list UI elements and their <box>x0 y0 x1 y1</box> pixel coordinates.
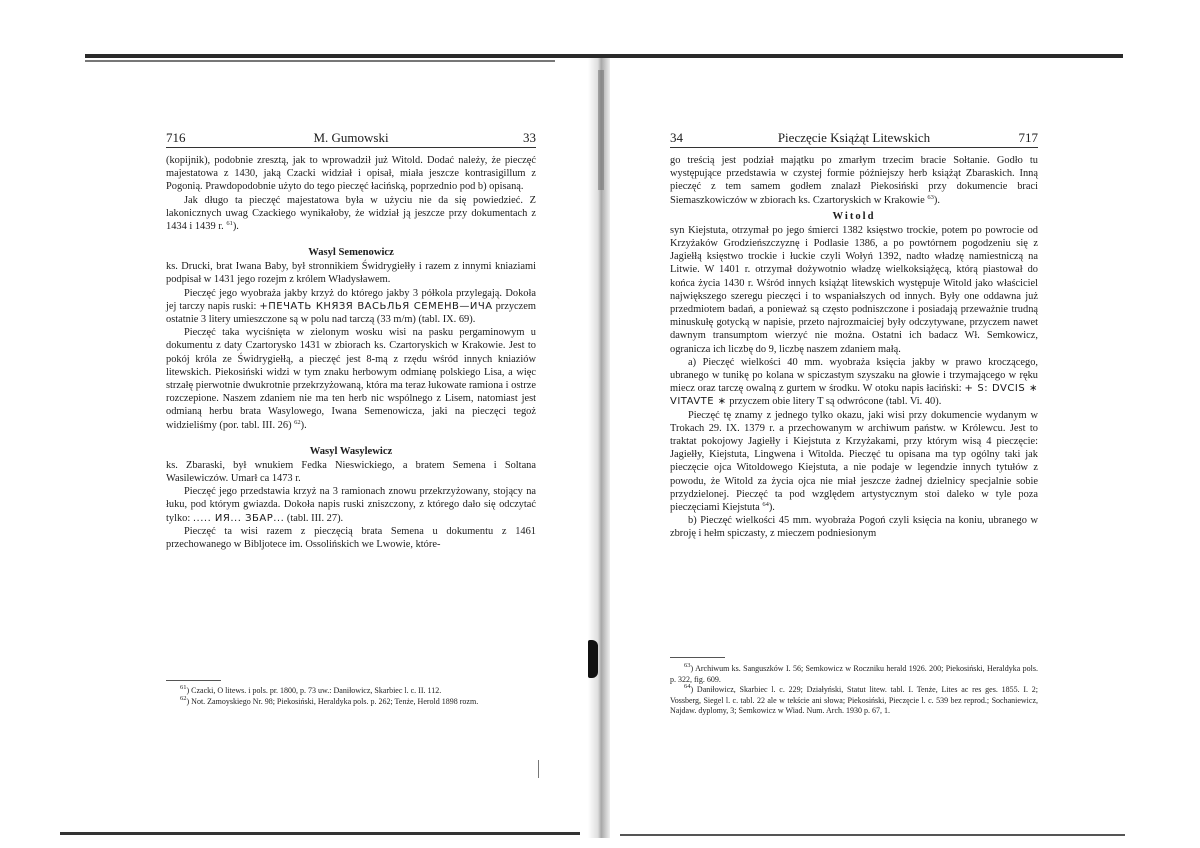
paragraph: Pieczęć tę znamy z jednego tylko okazu, jaki wisi przy dokumencie wydanym w Trokach 29. IX. 1379 r. a przechowanym w archiwum państw. w Królewcu. Jest to traktat pokojowy Jagiełły i Kiejstuta z Krzyżakami, przy którym wisą 4 pieczęcie: Jagiełły, Kiejstuta, Lingwena i Witolda. Pieczęć tu opisana ma typ ogólny taki jak pieczęcie ojca Witoldowego Kiejstuta, a nie podaje w legendzie innych tytułów z powodu, że Witold za życia ojca nie miał jeszcze żadnej dzielnicy specjalnie sobie przydzielonej. Pieczęć ta pod względem artystycznym stoi daleko w tyle poza pieczęciami Kiejstuta $^{64}$). <box>670 409 1038 514</box>
cyrillic-legend: ..... ИЯ... ЗБАР... <box>192 512 285 524</box>
paragraph: syn Kiejstuta, otrzymał po jego śmierci 1382 księstwo trockie, potem po powrocie od Krzyżaków Grodzieńszczyznę i Podlasie 1386, a po powtórnem pogodzeniu się z Jagiełłą księstwo trockie i łuckie czyli Wołyń 1392, nadto władzę namiestniczą na Litwie. W 1401 r. otrzymał dożywotnio władzę wielkoksiążęcą, którą piastował do końca życia 1430 r. Wśród innych książąt litewskich występuje Witold jako właściciel największego szeregu pieczęci i to wspaniałszych od innych. Były one oddawna już przedmiotem badań, a ponieważ są często podniszczone i posiadają przeważnie trudną minuskułę gotycką w napisie, przeto najrozmaiciej były odczytywane, przyczem nawet dawnym transumptom wierzyć nie można. Ostatni ich badacz Wł. Semkowicz, ogranicza ich liczbę do 9, liczbę naszem zdaniem małą. <box>670 224 1038 355</box>
footnote: $^{62}$) Not. Zamoyskiego Nr. 98; Piekosiński, Heraldyka pols. p. 262; Tenże, Herold 1898 rozm. <box>180 694 479 706</box>
binding-stain <box>598 70 604 190</box>
paragraph: b) Pieczęć wielkości 45 mm. wyobraża Pogoń czyli księcia na koniu, ubranego w zbroję i hełm spiczasty, z mieczem podniesionym <box>670 515 1038 540</box>
left-footnotes <box>166 686 536 707</box>
paragraph: ks. Zbaraski, był wnukiem Fedka Nieswickiego, a bratem Semena i Soltana Wasilewiczów. Umarł ca 1473 r. <box>166 459 536 485</box>
footnote: $^{63}$) Archiwum ks. Sanguszków I. 56; Semkowicz w Roczniku herald 1926. 200; Piekosiński, Heraldyka pols. p. 322, fig. 609. <box>670 662 1038 684</box>
left-running-title: M. Gumowski <box>313 130 389 145</box>
right-body-text <box>670 154 1038 541</box>
right-running-title: Pieczęcie Książąt Litewskich <box>777 130 931 145</box>
left-body-text <box>166 154 536 551</box>
paragraph: ks. Drucki, brat Iwana Baby, był stronnikiem Świdrygiełły i razem z innymi kniaziami podpisał w 1431 jego rozejm z królem Władysławem. <box>166 261 536 286</box>
section-heading-wasyl-semenowicz: Wasyl Semenowicz <box>308 247 394 259</box>
paragraph: Pieczęć jego wyobraża jakby krzyż do którego jakby 3 półkola przylegają. Dokoła jej tarczy napis ruski: +ПЕЧАТЬ КНЯЗЯ ВАСЬЛЬЯ СЕМЕНВ—ИЧА przyczem ostatnie 3 litery umieszczone są w polu nad tarczą (33 m/m) (tabl. IX. 69). <box>166 287 536 326</box>
right-running-head <box>670 130 1038 148</box>
paragraph: a) Pieczęć wielkości 40 mm. wyobraża księcia jakby w prawo kroczącego, ubranego w tunikę po kolana w spiczastym szyszaku na głowie i trzymającego w ręku miecz oraz tarczę owalną z gurtem w środku. W otoku napis łaciński: + S: DVCIS ∗ VITAVTE ∗ przyczem obie litery T są odwrócone (tabl. Vi. 40). <box>670 356 1039 408</box>
left-running-head <box>166 130 536 148</box>
right-head-rule <box>670 147 1038 148</box>
right-page <box>670 0 1038 848</box>
paragraph: (kopijnik), podobnie zresztą, jak to wprowadził już Witold. Dodać należy, że pieczęć majestatowa z 1430, jaką Czacki widział i opisał, miała jeszcze kontrasigillum z Pogonią. Prawdopodobnie użyto do tego pieczęć łacińską, poprzednio pod b) opisaną. <box>166 155 536 193</box>
section-heading-witold: Witold <box>832 210 876 222</box>
page-edge-blot <box>588 640 598 678</box>
pencil-mark <box>538 760 539 778</box>
paragraph: Pieczęć jego przedstawia krzyż na 3 ramionach znowu przekrzyżowany, stojący na łuku, pod którym gwiazda. Dokoła napis ruski zniszczony, z którego dało się odczytać tylko: ..... ИЯ... ЗБАР... (tabl. III. 27). <box>166 486 536 524</box>
right-page-number-inner: 34 <box>670 130 683 145</box>
left-page-number-inner: 33 <box>523 130 536 145</box>
footnote: $^{61}$) Czacki, O litews. i pols. pr. 1800, p. 73 uw.: Daniłowicz, Skarbiec l. c. II. 112. <box>180 684 442 695</box>
latin-legend: + S: DVCIS ∗ VITAVTE ∗ <box>670 383 1039 408</box>
left-page <box>166 0 536 848</box>
footnote-rule <box>670 657 725 658</box>
right-page-number-outer: 717 <box>1018 130 1038 145</box>
paragraph: Jak długo ta pieczęć majestatowa była w użyciu nie da się powiedzieć. Z lakonicznych uwag Czackiego wynikałoby, że widział ją jeszcze przy dokumentach z 1434 i 1439 r. $^{61}$). <box>166 194 536 233</box>
cyrillic-legend: +ПЕЧАТЬ КНЯЗЯ ВАСЬЛЬЯ СЕМЕНВ—ИЧА <box>259 300 493 312</box>
paragraph: Pieczęć ta wisi razem z pieczęcią brata Semena u dokumentu z 1461 przechowanego w Bibljotece im. Ossolińskich we Lwowie, które- <box>166 525 536 551</box>
footnote-rule <box>166 680 221 681</box>
right-footnotes <box>670 664 1038 717</box>
left-head-rule <box>166 147 536 148</box>
section-heading-wasyl-wasylewicz: Wasyl Wasylewicz <box>309 445 393 457</box>
paragraph: Pieczęć taka wyciśnięta w zielonym wosku wisi na pasku pergaminowym u dokumentu z daty Czartorysko 1431 w zbiorach ks. Czartoryskich w Krakowie. Jest to pokój króla ze Świdrygiełłą, a pieczęć jest 8-mą z rzędu wśród innych kniaziów litewskich. Piekosiński widzi w tym znaku herbowym odmianę polskiego Lisa, a więc strzałę pierwotnie dwukrotnie przekrzyżowaną, która ma teraz łukowate ramiona i ostrze rozczepione. Naszem zdaniem nie ma ten herb nic wspólnego z Lisem, natomiast jest odmianą herbu brata Wasylowego, Iwana Semenowicza, jaki na pieczęci tegoż widzieliśmy (por. tabl. III. 26) $^{62}$). <box>166 327 536 431</box>
left-page-number-outer: 716 <box>166 130 186 145</box>
footnote: $^{64}$) Daniłowicz, Skarbiec l. c. 229; Działyński, Statut litew. tabl. I. Tenże, Lites ac res ges. 1855. I. 2; Vossberg, Siegel l. c. tabl. 22 ale w tekście ani słowa; Piekosiński, Pieczęcie l. c. 539 bez reprod.; Sochaniewicz, Najdaw. dyplomy, 3; Semkowicz w Wiad. Num. Arch. 1930 p. 67, 1. <box>670 683 1038 716</box>
paragraph: go treścią jest podział majątku po zmarłym trzecim bracie Sołtanie. Godło tu występujące przedstawia w czystej formie późniejszy herb książąt Zbaraskich. Inną pieczęć z tem samem godłem znalazł Piekosiński przy dokumencie braci Siemaszkowiczów w zbiorach ks. Czartoryskich w Krakowie $^{63}$). <box>670 155 1038 206</box>
